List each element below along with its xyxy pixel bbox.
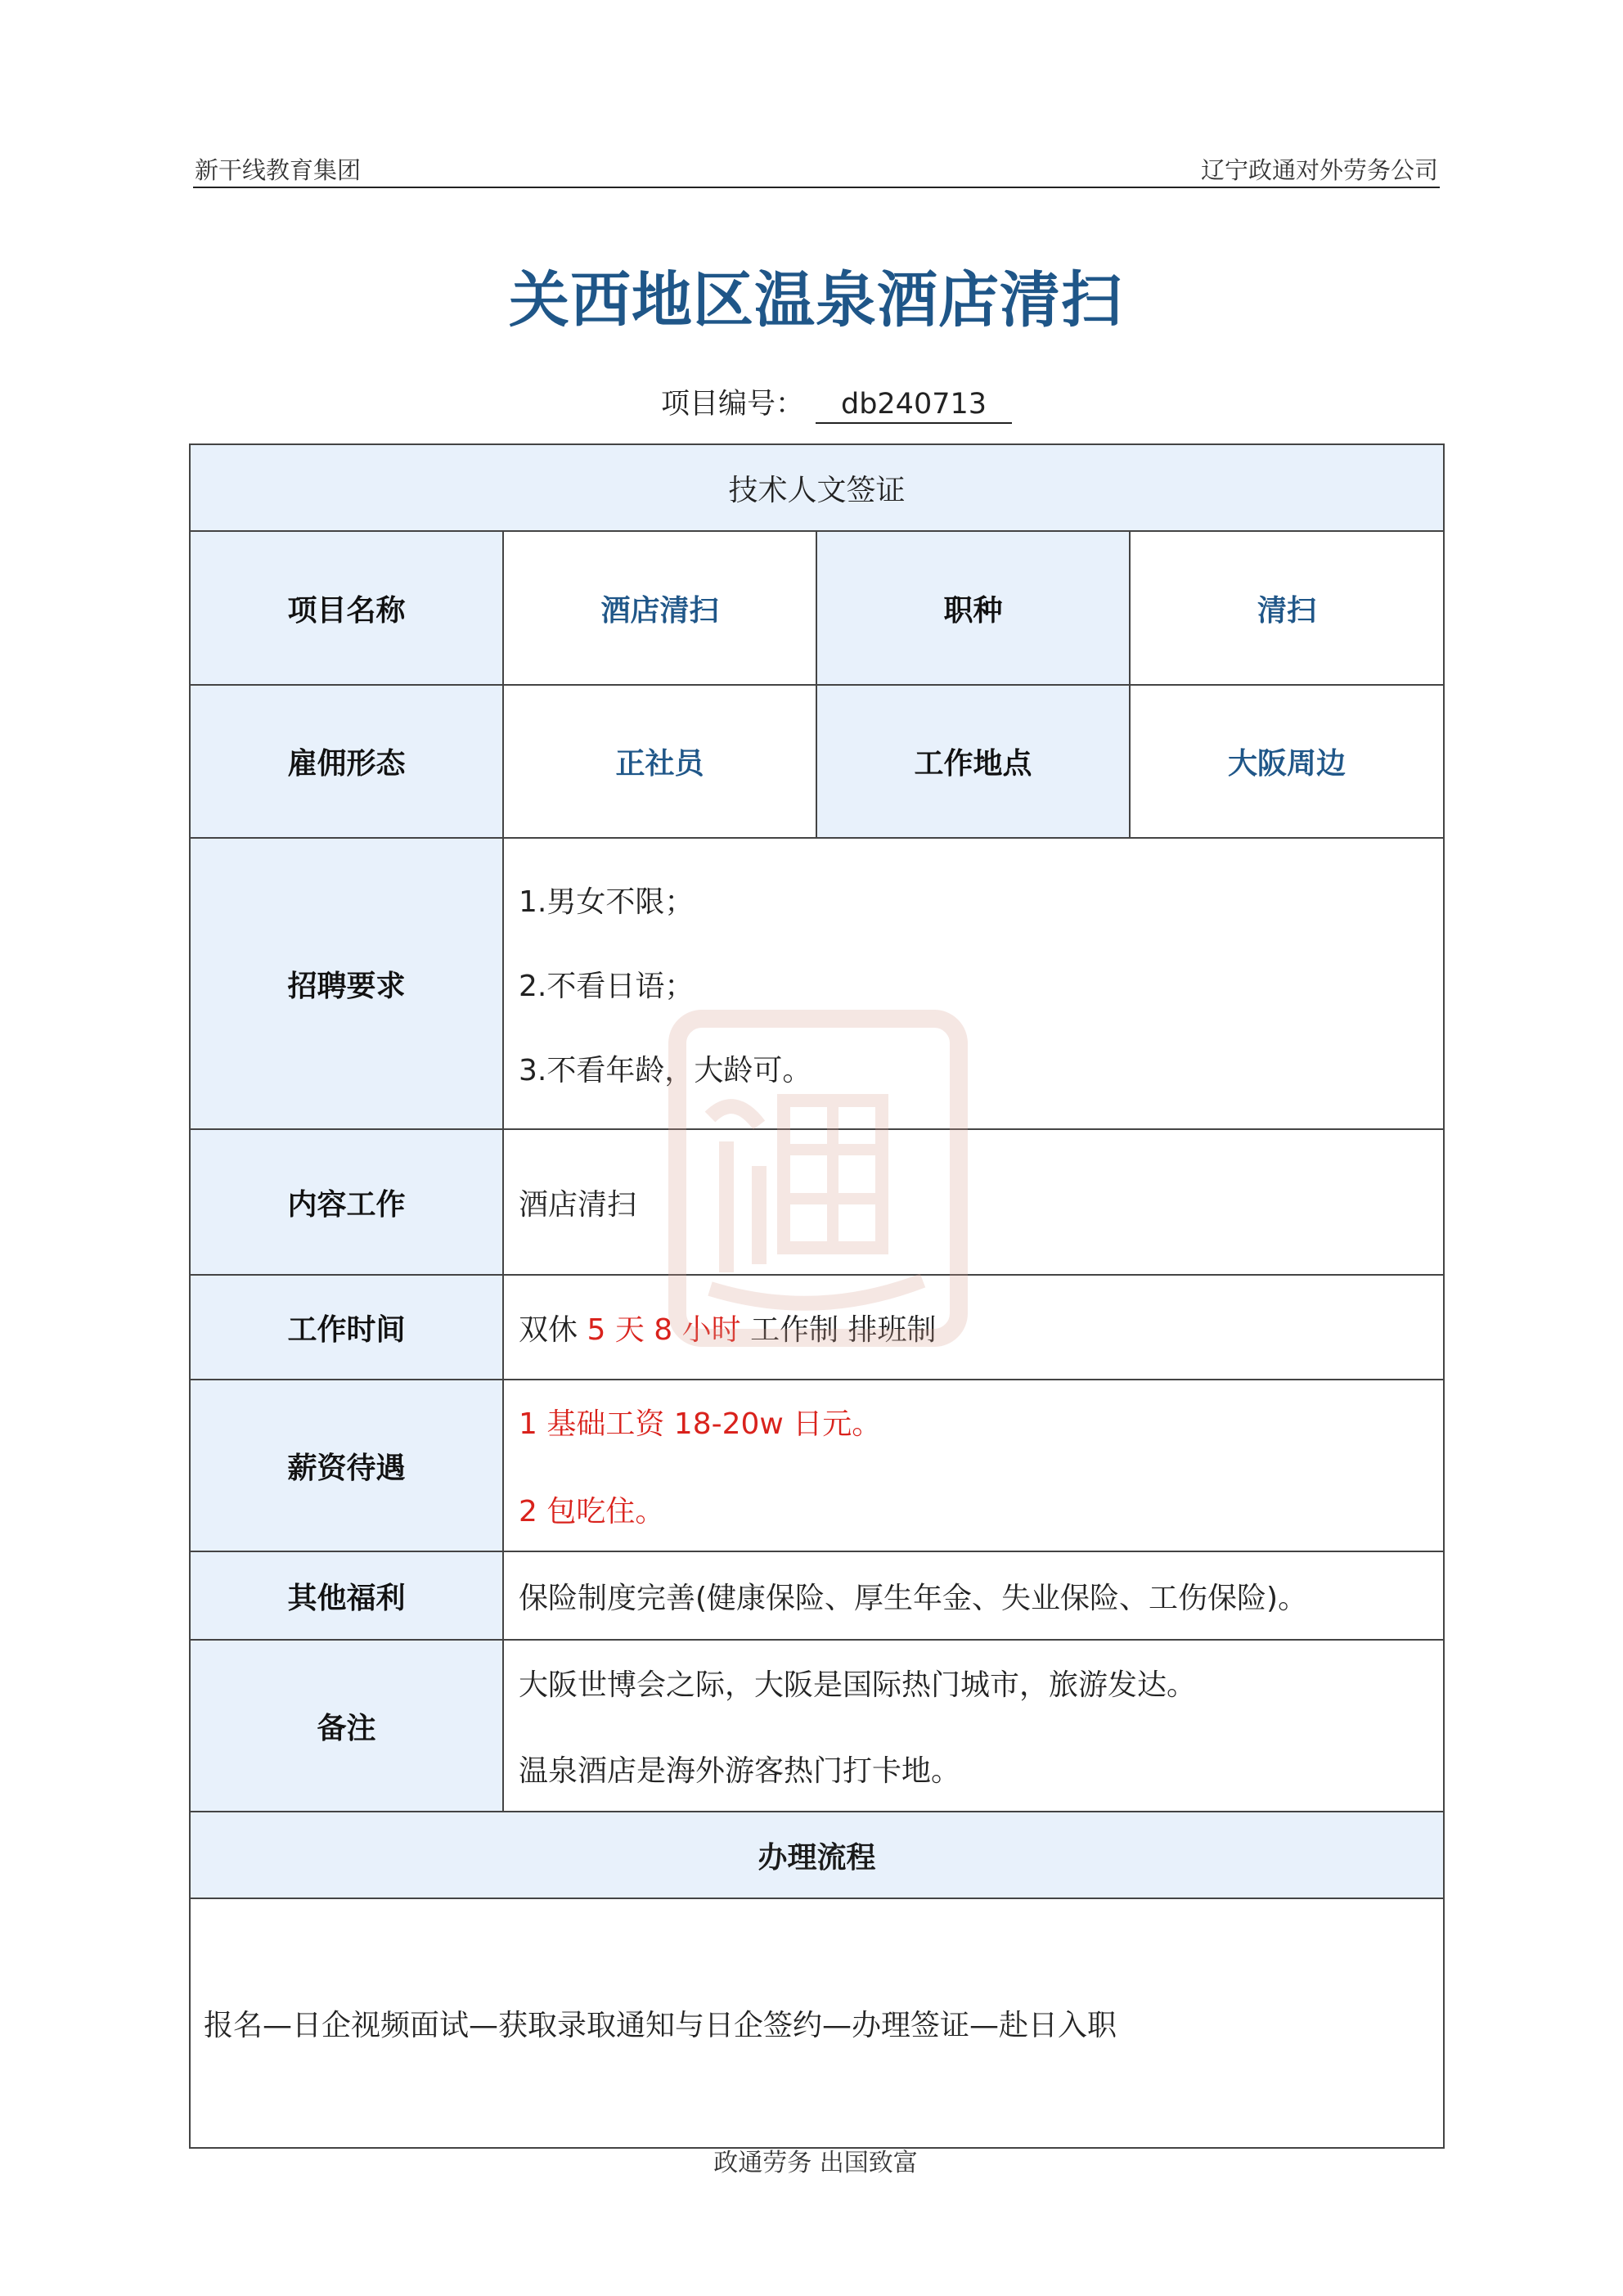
- process-title: 办理流程: [190, 1812, 1444, 1898]
- job-type-label: 职种: [816, 531, 1130, 685]
- note-line: 温泉酒店是海外游客热门打卡地。: [519, 1754, 961, 1788]
- note-line: 大阪世博会之际，大阪是国际热门城市，旅游发达。: [519, 1668, 1197, 1702]
- work-content-label: 内容工作: [190, 1129, 503, 1275]
- requirement-item: 3.不看年龄，大龄可。: [519, 1053, 812, 1087]
- requirements-label: 招聘要求: [190, 838, 503, 1129]
- requirement-item: 2.不看日语；: [519, 969, 695, 1003]
- salary-label: 薪资待遇: [190, 1380, 503, 1551]
- salary-cell: [503, 1380, 1444, 1551]
- employment-type-label: 雇佣形态: [190, 685, 503, 838]
- project-number: [661, 381, 1012, 424]
- header-divider: [193, 187, 1440, 188]
- work-time-highlight: 5 天 8 小时: [587, 1312, 741, 1347]
- notes-cell: [503, 1640, 1444, 1812]
- notes-label: 备注: [190, 1640, 503, 1812]
- requirement-item: 1.男女不限；: [519, 885, 695, 919]
- employment-type-value: 正社员: [503, 685, 816, 838]
- work-time-suffix: 工作制 排班制: [750, 1312, 937, 1347]
- header-company-left: 新干线教育集团: [195, 156, 362, 184]
- project-name-value: 酒店清扫: [503, 531, 816, 685]
- project-name-label: 项目名称: [190, 531, 503, 685]
- work-location-value: 大阪周边: [1130, 685, 1444, 838]
- work-content-value: 酒店清扫: [503, 1129, 1444, 1275]
- header-company-right: 辽宁政通对外劳务公司: [1200, 156, 1438, 184]
- project-number-value: db240713: [816, 388, 1012, 424]
- document-title: 关西地区温泉酒店清扫: [509, 265, 1122, 335]
- salary-line: 2 包吃住。: [519, 1495, 665, 1528]
- process-steps: 报名—日企视频面试—获取录取通知与日企签约—办理签证—赴日入职: [190, 1898, 1444, 2148]
- salary-line: 1 基础工资 18-20w 日元。: [519, 1407, 882, 1441]
- seal-stamp-watermark: [661, 1002, 975, 1354]
- footer-slogan: 政通劳务 出国致富: [713, 2149, 918, 2177]
- work-location-label: 工作地点: [816, 685, 1130, 838]
- job-type-value: 清扫: [1130, 531, 1444, 685]
- benefits-label: 其他福利: [190, 1551, 503, 1640]
- project-number-label: 项目编号：: [661, 388, 805, 421]
- visa-type-header: 技术人文签证: [190, 444, 1444, 531]
- benefits-value: 保险制度完善(健康保险、厚生年金、失业保险、工伤保险)。: [503, 1551, 1444, 1640]
- work-time-label: 工作时间: [190, 1275, 503, 1380]
- work-time-prefix: 双休: [519, 1312, 578, 1347]
